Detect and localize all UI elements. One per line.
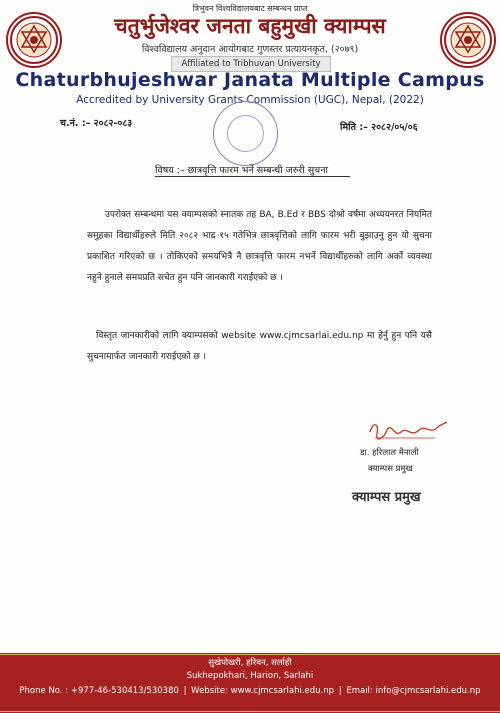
footer	[0, 653, 500, 713]
accreditation-nepali: विश्वविद्यालय अनुदान आयोगबाट गुणस्तर प्रत्यायनकृत, (२०७९)	[141, 44, 359, 55]
footer-contact	[0, 686, 500, 696]
campus-logo-icon	[440, 12, 496, 68]
signatory-name: डा. हरिलाल मैनाली	[360, 448, 419, 458]
signatory-title: क्याम्पस प्रमुख	[368, 464, 413, 474]
notice-paragraph-1: उपरोक्त सम्बन्धमा यस क्याम्पसको स्नातक तह BA, B.Ed र BBS दोश्रो वर्षमा अध्ययनरत नियमित समुहका विद्यार्थीहरुले मिति २०८२ भाद्र १५ गतेभित्र छात्रवृत्तिको लागि फारम भरी बुझाउनु हुन यो सुचना प्रकाशित गरिएको छ । तोकिएको समयभित्रै नै छात्रवृत्ति फारम नभर्ने विद्यार्थीहरुको लागि अर्को व्यवस्था नहुने हुनाले समयप्रति सचेत हुन पनि जानकारी गराईएको छ ।	[87, 210, 432, 283]
campus-name-nepali: चतुर्भुजेश्वर जनता बहुमुखी क्याम्पस	[114, 14, 386, 38]
footer-separator: |	[183, 686, 187, 696]
footer-phone: Phone No. : +977-46-530413/530380	[19, 686, 179, 696]
footer-border-bottom	[0, 711, 500, 712]
subject-underline	[155, 176, 350, 177]
official-stamp: क्याम्पस प्रमुख	[352, 490, 421, 505]
notice-subject: विषय :– छात्रवृत्ति फारम भर्ने सम्बन्धी जरुरी सुचना	[155, 165, 328, 176]
campus-seal-inner	[227, 115, 264, 152]
footer-border-top	[0, 654, 500, 655]
affiliation-badge: Affiliated to Tribhuvan University	[171, 56, 331, 72]
footer-address-english: Sukhepokhari, Harion, Sarlahi	[186, 671, 314, 681]
campus-logo-icon	[6, 12, 62, 68]
footer-website-link[interactable]: Website: www.cjmcsarlahi.edu.np	[191, 686, 335, 696]
accreditation-english: Accredited by University Grants Commission (UGC), Nepal, (2022)	[76, 94, 424, 106]
notice-date: मिति :– २०८२/०५/०६	[340, 122, 418, 133]
footer-separator: |	[338, 686, 342, 696]
footer-email-link[interactable]: Email: info@cjmcsarlahi.edu.np	[346, 686, 481, 696]
notice-paragraph-2: विस्तृत जानकारीको लागि क्याम्पसको website www.cjmcsarlai.edu.np मा हेर्नु हुन पनि यसै सुचनामार्फत जानकारी गराईएको छ ।	[87, 331, 432, 362]
campus-name-english: Chaturbhujeshwar Janata Multiple Campus	[15, 69, 485, 91]
reference-number: च.नं. :– २०८२-०८३	[60, 118, 133, 129]
footer-address-nepali: सुखेपोखरी, हरिवन, सर्लाही	[208, 658, 292, 668]
signature-icon	[365, 418, 455, 448]
affiliation-note: त्रिभुवन विश्वविद्यालयबाट सम्बन्धन प्राप्त	[192, 4, 308, 13]
